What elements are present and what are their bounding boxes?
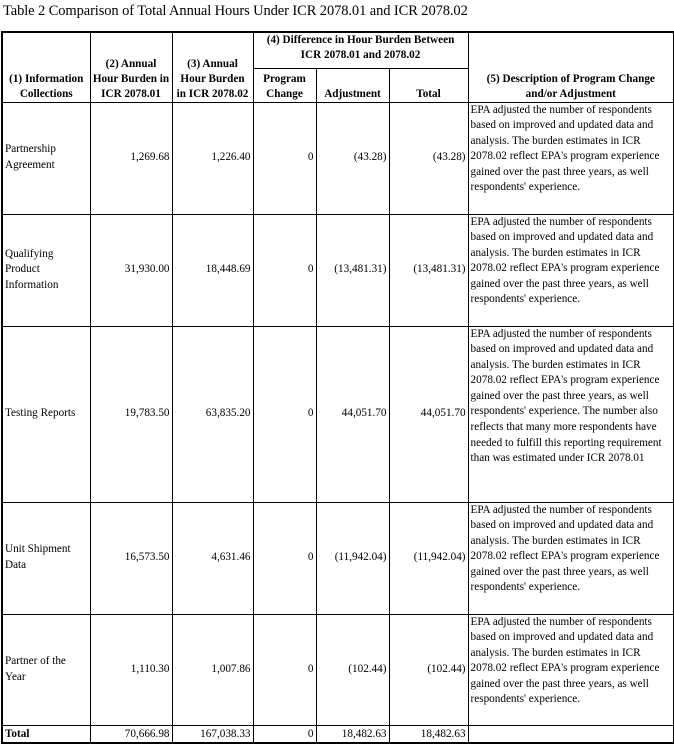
burden-2078-01-value: 31,930.00 — [90, 214, 172, 326]
table-row — [2, 502, 674, 614]
total-program-change: 0 — [253, 725, 316, 743]
adjustment-value: (11,942.04) — [316, 502, 389, 614]
burden-2078-02-value: 63,835.20 — [172, 326, 253, 502]
description-text: EPA adjusted the number of respondents based on improved and updated data and analysis. The burden estimates in ICR 2078.02 reflect EPA's program experience gained over the past three years, as well respondents' experience. The number also reflects that many more respondents have needed to fulfill this reporting requirement than was estimated under ICR 2078.01 — [468, 326, 674, 502]
total-adjustment: 18,482.63 — [316, 725, 389, 743]
total-burden-2078-02: 167,038.33 — [172, 725, 253, 743]
header-burden-2078-01: (2) Annual Hour Burden in ICR 2078.01 — [90, 32, 172, 102]
description-text: EPA adjusted the number of respondents based on improved and updated data and analysis. The burden estimates in ICR 2078.02 reflect EPA's program experience gained over the past three years, as well respondents' experience. — [468, 502, 674, 614]
collection-name: Qualifying Product Information — [2, 214, 90, 326]
total-value: (11,942.04) — [389, 502, 468, 614]
burden-2078-01-value: 19,783.50 — [90, 326, 172, 502]
collection-name: Unit Shipment Data — [2, 502, 90, 614]
total-label: Total — [2, 725, 90, 743]
header-total: Total — [389, 68, 468, 102]
description-text: EPA adjusted the number of respondents based on improved and updated data and analysis. The burden estimates in ICR 2078.02 reflect EPA's program experience gained over the past three years, as well respondents' experience. — [468, 102, 674, 214]
burden-2078-02-value: 18,448.69 — [172, 214, 253, 326]
table-row — [2, 614, 674, 725]
total-value: (13,481.31) — [389, 214, 468, 326]
adjustment-value: (102.44) — [316, 614, 389, 725]
description-text: EPA adjusted the number of respondents based on improved and updated data and analysis. The burden estimates in ICR 2078.02 reflect EPA's program experience gained over the past three years, as well respondents' experience. — [468, 614, 674, 725]
header-information-collections: (1) Information Collections — [2, 32, 90, 102]
table-row — [2, 214, 674, 326]
description-text: EPA adjusted the number of respondents based on improved and updated data and analysis. The burden estimates in ICR 2078.02 reflect EPA's program experience gained over the past three years, as well respondents' experience. — [468, 214, 674, 326]
program-change-value: 0 — [253, 214, 316, 326]
total-difference: 18,482.63 — [389, 725, 468, 743]
burden-2078-02-value: 1,226.40 — [172, 102, 253, 214]
header-program-change: Program Change — [253, 68, 316, 102]
burden-2078-01-value: 16,573.50 — [90, 502, 172, 614]
total-value: (102.44) — [389, 614, 468, 725]
total-burden-2078-01: 70,666.98 — [90, 725, 172, 743]
total-value: (43.28) — [389, 102, 468, 214]
program-change-value: 0 — [253, 502, 316, 614]
header-burden-2078-02: (3) Annual Hour Burden in ICR 2078.02 — [172, 32, 253, 102]
header-difference-group: (4) Difference in Hour Burden Between ICR 2078.01 and 2078.02 — [253, 32, 468, 68]
burden-2078-02-value: 1,007.86 — [172, 614, 253, 725]
header-description: (5) Description of Program Change and/or Adjustment — [468, 32, 674, 102]
header-adjustment: Adjustment — [316, 68, 389, 102]
adjustment-value: (43.28) — [316, 102, 389, 214]
adjustment-value: 44,051.70 — [316, 326, 389, 502]
burden-2078-01-value: 1,110.30 — [90, 614, 172, 725]
burden-2078-01-value: 1,269.68 — [90, 102, 172, 214]
total-description — [468, 725, 674, 743]
total-row — [2, 725, 674, 743]
hours-comparison-table — [1, 31, 674, 744]
table-row — [2, 326, 674, 502]
program-change-value: 0 — [253, 102, 316, 214]
collection-name: Testing Reports — [2, 326, 90, 502]
program-change-value: 0 — [253, 614, 316, 725]
total-value: 44,051.70 — [389, 326, 468, 502]
table-caption: Table 2 Comparison of Total Annual Hours Under ICR 2078.01 and ICR 2078.02 — [3, 3, 468, 19]
adjustment-value: (13,481.31) — [316, 214, 389, 326]
program-change-value: 0 — [253, 326, 316, 502]
collection-name: Partnership Agreement — [2, 102, 90, 214]
table-row — [2, 102, 674, 214]
collection-name: Partner of the Year — [2, 614, 90, 725]
burden-2078-02-value: 4,631.46 — [172, 502, 253, 614]
